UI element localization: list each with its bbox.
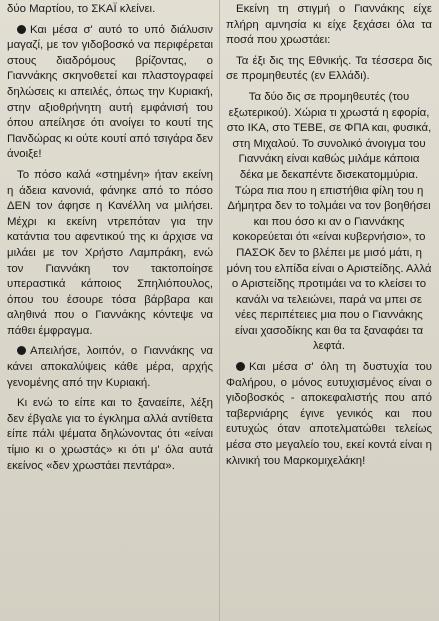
paragraph [226,90,432,355]
column-divider [219,0,220,621]
bullet-icon [17,346,26,355]
paragraph [226,360,432,469]
paragraph-text: δύο Μαρτίου, το ΣΚΑΪ κλείνει. [7,3,156,15]
paragraph [226,54,432,85]
paragraph-text: Τα έξι δις της Εθνικής. Τα τέσσερα δις σε προμηθευτές (εν Ελλάδι). [226,54,432,83]
left-column [7,2,213,479]
paragraph-text: Εκείνη τη στιγμή ο Γιαννάκης είχε πλήρη αμνησία κι είχε ξεχάσει όλα τα ποσά που χρωστάει: [226,3,432,47]
paragraph [7,396,213,474]
paragraph-text: Και μέσα σ' αυτό το υπό διάλυσιν μαγαζί, με τον γιδοβοσκό να περιφέρεται στους διαδρόμους βρίζοντας, ο Γιαννάκης σκηνοθετεί και πλαστογραφεί δηλώσεις κι απειλές, όπως την Κυριακή, στην αξιοθρήνητη αυτή εμφάνισή του όπου απείλησε ότι ανοίγει το κουτί της Πανδώρας κι ούτε κουτί από τσιγάρα δεν άνοιξε! [7,23,213,161]
paragraph [226,2,432,49]
paragraph-text: Απειλήσε, λοιπόν, ο Γιαννάκης να κάνει αποκαλύψεις κάθε μέρα, αρχής γενομένης από την Κυριακή. [7,345,213,389]
paragraph-text: Τα δύο δις σε προμηθευτές (του εξωτερικού). Χώρια τι χρωστά η εφορία, στο ΙΚΑ, στο ΤΕΒΕ, σε ΦΠΑ και, φυσικά, στη Μιχαλού. Το συνολικό άνοιγμα του Γιαννάκη είναι καθώς μιλάμε κάποια δέκα με δεκαπέντε δισεκατομμύρια. Τώρα πια που η επιστήθια φίλη του η Δήμητρα δεν το τολμάει να τον βοηθήσει και που όσο κι αν ο Γιαννάκης κοκορεύεται ότι «είναι κυβερνήσιο», το ΠΑΣΟΚ δεν το βλέπει με μισό μάτι, η μόνη του ελπίδα είναι ο Αριστείδης. Αλλά ο Αριστείδης προτιμάει να το κλείσει το κανάλι να τελειώνει, παρά να μπει σε νέες περιπέτειες μια που ο Γιαννάκης είναι χασοδίκης και θα τα ξαναφάει τα λεφτά. [226,90,432,353]
paragraph [7,2,213,18]
paragraph-text: Το πόσο καλά «στημένη» ήταν εκείνη η άδεια κανονιά, φάνηκε από το πόσο ΔΕΝ τον άφησε η Κανέλλη να μιλήσει. Μέχρι κι εκείνη ντρεπόταν για την κατάντια του αφεντικού της κι άρχισε να μιλάει με τον Χρήστο Λαμπράκη, ενώ τον Γιαννάκη τον τακτοποίησε υπεραστικά κάποιος Σπηλιόπουλος, όπου του έσουρε τόσα βάρβαρα και αληθινά που ο Γιαννάκης κόντεψε να πάθει έμφραγμα. [7,168,213,337]
paragraph [7,344,213,391]
bullet-icon [17,25,26,34]
paragraph [7,168,213,340]
paragraph-text: Και μέσα σ' όλη τη δυστυχία του Φαλήρου, ο μόνος ευτυχισμένος είναι ο γιδοβοσκός - αποκεφαλιστής που από ταβερνιάρης έγινε γενικός και που ευτυχώς όταν αποτελματώθει τελείως μέσα στο μεγαλείο του, εκεί κοντά είναι η κλινική του Μαρκομιχελάκη! [226,361,432,467]
right-column [226,2,432,474]
paragraph-text: Κι ενώ το είπε και το ξαναείπε, λέξη δεν έβγαλε για το έγκλημα αλλά αντίθετα είπε πάλι ψέματα δηλώνοντας ότι «είναι τίμιο κι ο χρωστάς» κι ότι μ' όλα αυτά εκείνος «δεν χρωστάει πεντάρα». [7,397,213,472]
bullet-icon [236,362,245,371]
paragraph [7,23,213,163]
